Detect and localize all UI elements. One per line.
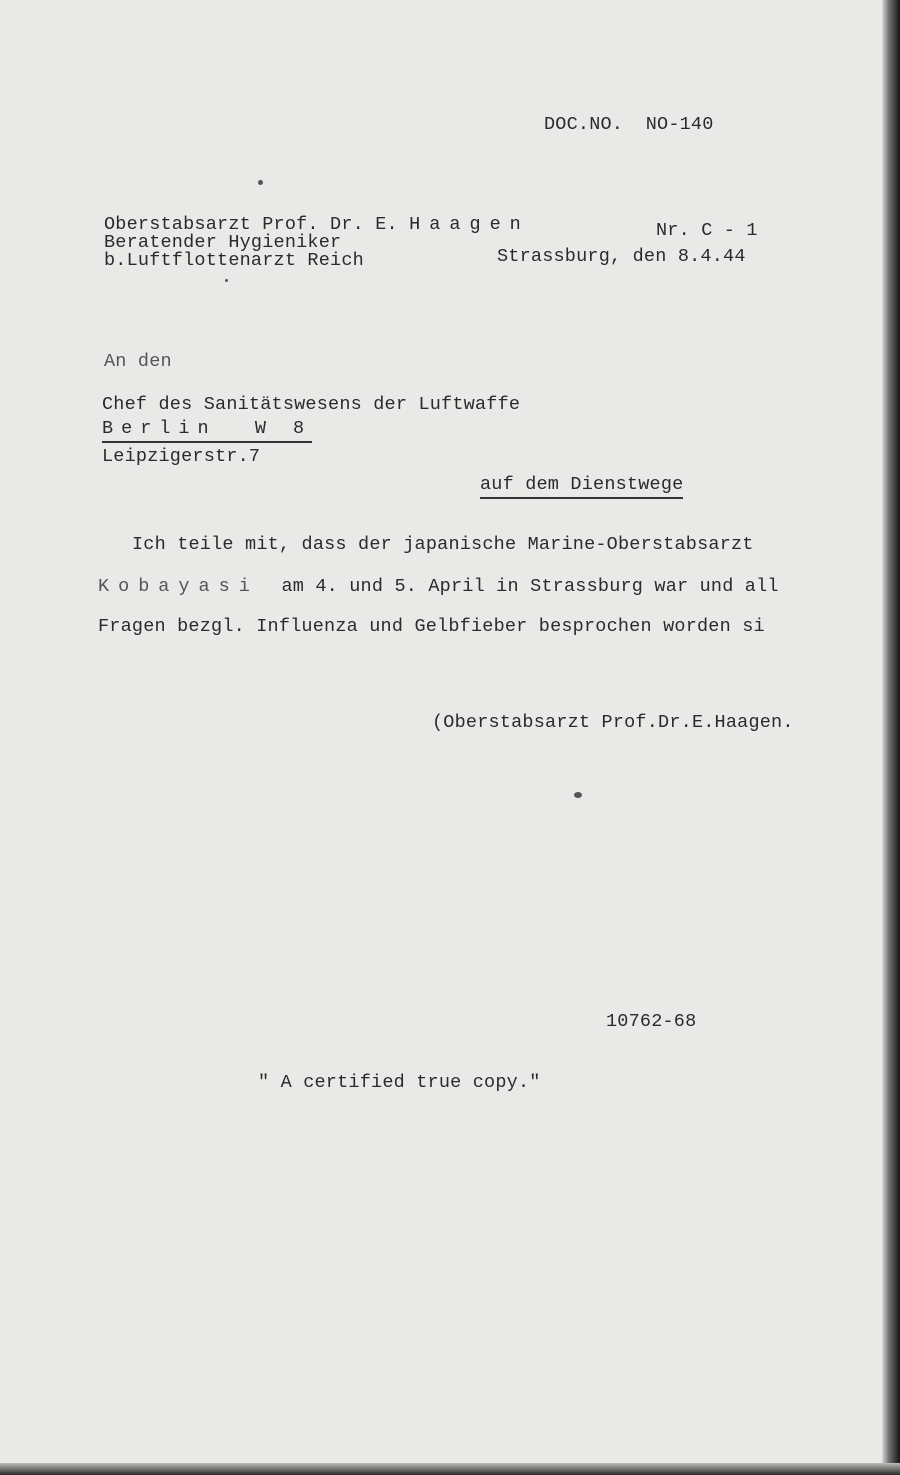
body-name: Kobayasi: [98, 576, 259, 597]
signature: (Oberstabsarzt Prof.Dr.E.Haagen.: [432, 712, 794, 733]
place-date: Strassburg, den 8.4.44: [497, 246, 746, 267]
recipient-street: Leipzigerstr.7: [102, 446, 261, 467]
sender-line-2: Beratender Hygieniker: [104, 232, 342, 253]
body-line-3: Fragen bezgl. Influenza und Gelbfieber besprochen worden si: [98, 616, 765, 637]
recipient-line-1: Chef des Sanitätswesens der Luftwaffe: [102, 394, 521, 415]
reference-number: Nr. C - 1: [656, 220, 758, 241]
body-line-2-rest: am 4. und 5. April in Strassburg war und all: [281, 576, 779, 597]
page-shadow-edge: [882, 0, 900, 1475]
body-line-2: [98, 578, 779, 597]
file-number: 10762-68: [606, 1011, 697, 1032]
paper-speck: [225, 279, 228, 282]
body-line-1: Ich teile mit, dass der japanische Marine-Oberstabsarzt: [132, 534, 754, 555]
paper-speck: [574, 792, 582, 798]
paper-speck: [258, 180, 263, 185]
page-shadow-edge: [0, 1463, 900, 1475]
salutation: An den: [104, 351, 172, 372]
doc-number: DOC.NO. NO-140: [544, 114, 714, 135]
sender-line-3: b.Luftflottenarzt Reich: [104, 250, 364, 271]
sender-title: Oberstabsarzt Prof. Dr. E.: [104, 214, 398, 235]
routing-note: auf dem Dienstwege: [480, 476, 683, 499]
recipient-city: Berlin W 8: [102, 420, 312, 443]
certification: " A certified true copy.": [258, 1072, 541, 1093]
sender-name: Haagen: [409, 214, 530, 235]
